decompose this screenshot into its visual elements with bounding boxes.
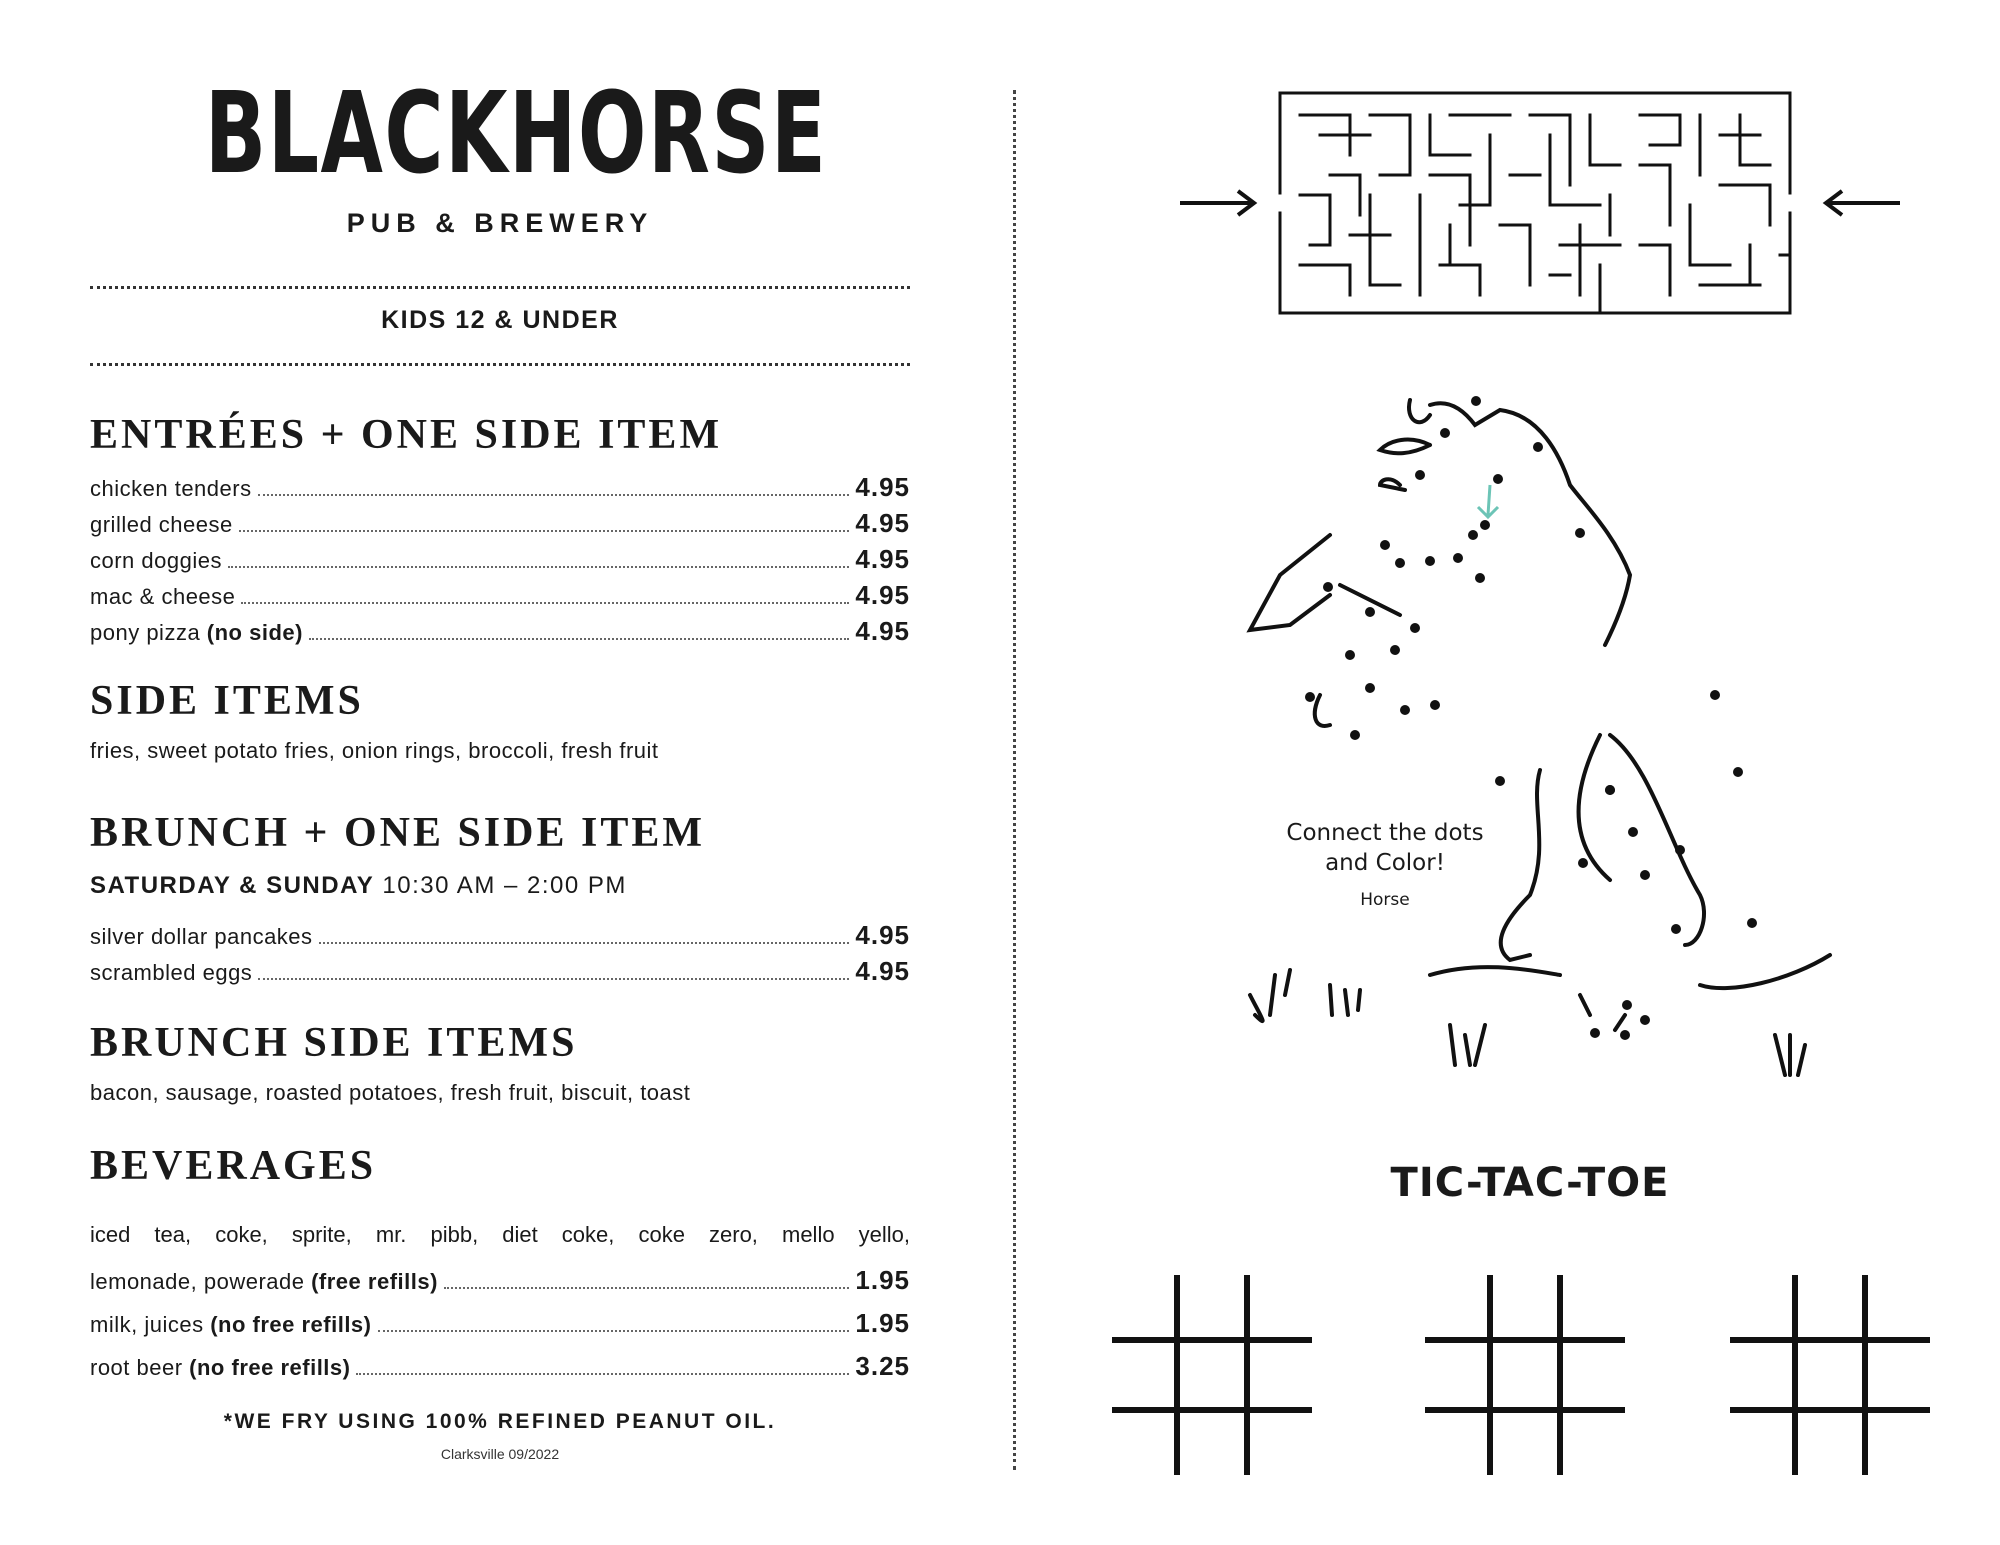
brand-logo: BLACKHORSE	[204, 69, 828, 199]
item-note: (no free refills)	[210, 1312, 372, 1337]
item-price: 4.95	[855, 616, 910, 646]
item-price: 4.95	[855, 544, 910, 574]
dot-leader	[356, 1373, 849, 1375]
item-name: grilled cheese	[90, 512, 233, 537]
sides-list: fries, sweet potato fries, onion rings, broccoli, fresh fruit	[90, 738, 659, 763]
item-price: 4.95	[855, 956, 910, 986]
menu-item	[90, 580, 910, 610]
dot-leader	[258, 494, 850, 496]
maze-puzzle	[1180, 85, 1900, 325]
menu-item	[90, 1308, 910, 1338]
dot-leader	[378, 1330, 850, 1332]
section-title-entrees: ENTRÉES + ONE SIDE ITEM	[90, 412, 723, 458]
dot-leader	[239, 530, 850, 532]
connect-dots-title: Connect the dots and Color!	[1286, 820, 1484, 876]
tic-tac-toe-grid[interactable]	[1730, 1275, 1930, 1475]
menu-item	[90, 472, 910, 502]
dot-leader	[309, 638, 849, 640]
brand-subtitle: PUB & BREWERY	[346, 208, 654, 238]
maze-border	[1280, 93, 1790, 313]
menu-item	[90, 920, 910, 950]
item-price: 1.95	[855, 1308, 910, 1338]
item-name: scrambled eggs	[90, 960, 253, 985]
menu-item	[90, 508, 910, 538]
arrow-left-icon	[1826, 191, 1900, 215]
dot-leader	[228, 566, 849, 568]
dot-leader	[444, 1287, 849, 1289]
connect-the-dots-horse	[1230, 375, 1950, 1095]
menu-item	[90, 1265, 910, 1295]
item-name: corn doggies	[90, 548, 222, 573]
item-name: lemonade, powerade (free refills)	[90, 1269, 438, 1294]
item-price: 1.95	[855, 1265, 910, 1295]
maze-arrows	[1180, 191, 1900, 215]
dot-leader	[241, 602, 849, 604]
item-price: 4.95	[855, 580, 910, 610]
item-name: milk, juices (no free refills)	[90, 1312, 372, 1337]
item-note: (no free refills)	[189, 1355, 351, 1380]
location-date: Clarksville 09/2022	[440, 1446, 560, 1462]
dot-leader	[258, 978, 849, 980]
menu-item	[90, 616, 910, 646]
item-name: pony pizza (no side)	[90, 620, 303, 645]
connect-dots-subject: Horse	[1360, 890, 1410, 910]
arrow-right-icon	[1180, 191, 1254, 215]
section-title-sides: SIDE ITEMS	[90, 678, 364, 724]
menu-item	[90, 1351, 910, 1381]
menu-item	[90, 544, 910, 574]
item-price: 4.95	[855, 920, 910, 950]
item-price: 4.95	[855, 472, 910, 502]
section-title-brunch-sides: BRUNCH SIDE ITEMS	[90, 1020, 578, 1066]
item-name: mac & cheese	[90, 584, 236, 609]
dot-leader	[319, 942, 850, 944]
tic-tac-toe-grid[interactable]	[1112, 1275, 1312, 1475]
divider-dotted	[90, 286, 910, 289]
item-price: 4.95	[855, 508, 910, 538]
section-title-beverages: BEVERAGES	[90, 1143, 377, 1189]
brunch-time: 10:30 AM – 2:00 PM	[374, 872, 627, 899]
section-title-brunch: BRUNCH + ONE SIDE ITEM	[90, 810, 706, 856]
menu-item	[90, 956, 910, 986]
page-divider	[1013, 90, 1016, 1470]
item-price: 3.25	[855, 1351, 910, 1381]
maze-walls	[1300, 115, 1790, 313]
tic-tac-toe-title: TIC-TAC-TOE	[1390, 1160, 1670, 1206]
footnote: *WE FRY USING 100% REFINED PEANUT OIL.	[223, 1410, 777, 1433]
item-name: silver dollar pancakes	[90, 924, 313, 949]
beverage-list: iced tea, coke, sprite, mr. pibb, diet coke, coke zero, mello yello,	[90, 1222, 910, 1247]
horse-outline	[1250, 400, 1830, 1075]
brunch-days: SATURDAY & SUNDAY	[90, 872, 375, 899]
item-name: root beer (no free refills)	[90, 1355, 351, 1380]
item-name: chicken tenders	[90, 476, 252, 501]
item-note: (free refills)	[311, 1269, 438, 1294]
brunch-sides-list: bacon, sausage, roasted potatoes, fresh fruit, biscuit, toast	[90, 1080, 691, 1105]
item-note: (no side)	[206, 620, 303, 645]
start-arrow-icon	[1478, 485, 1498, 517]
brunch-hours	[90, 872, 627, 900]
age-label: KIDS 12 & UNDER	[381, 306, 619, 334]
tic-tac-toe-grid[interactable]	[1425, 1275, 1625, 1475]
divider-dotted	[90, 363, 910, 366]
menu-panel	[90, 0, 910, 1545]
